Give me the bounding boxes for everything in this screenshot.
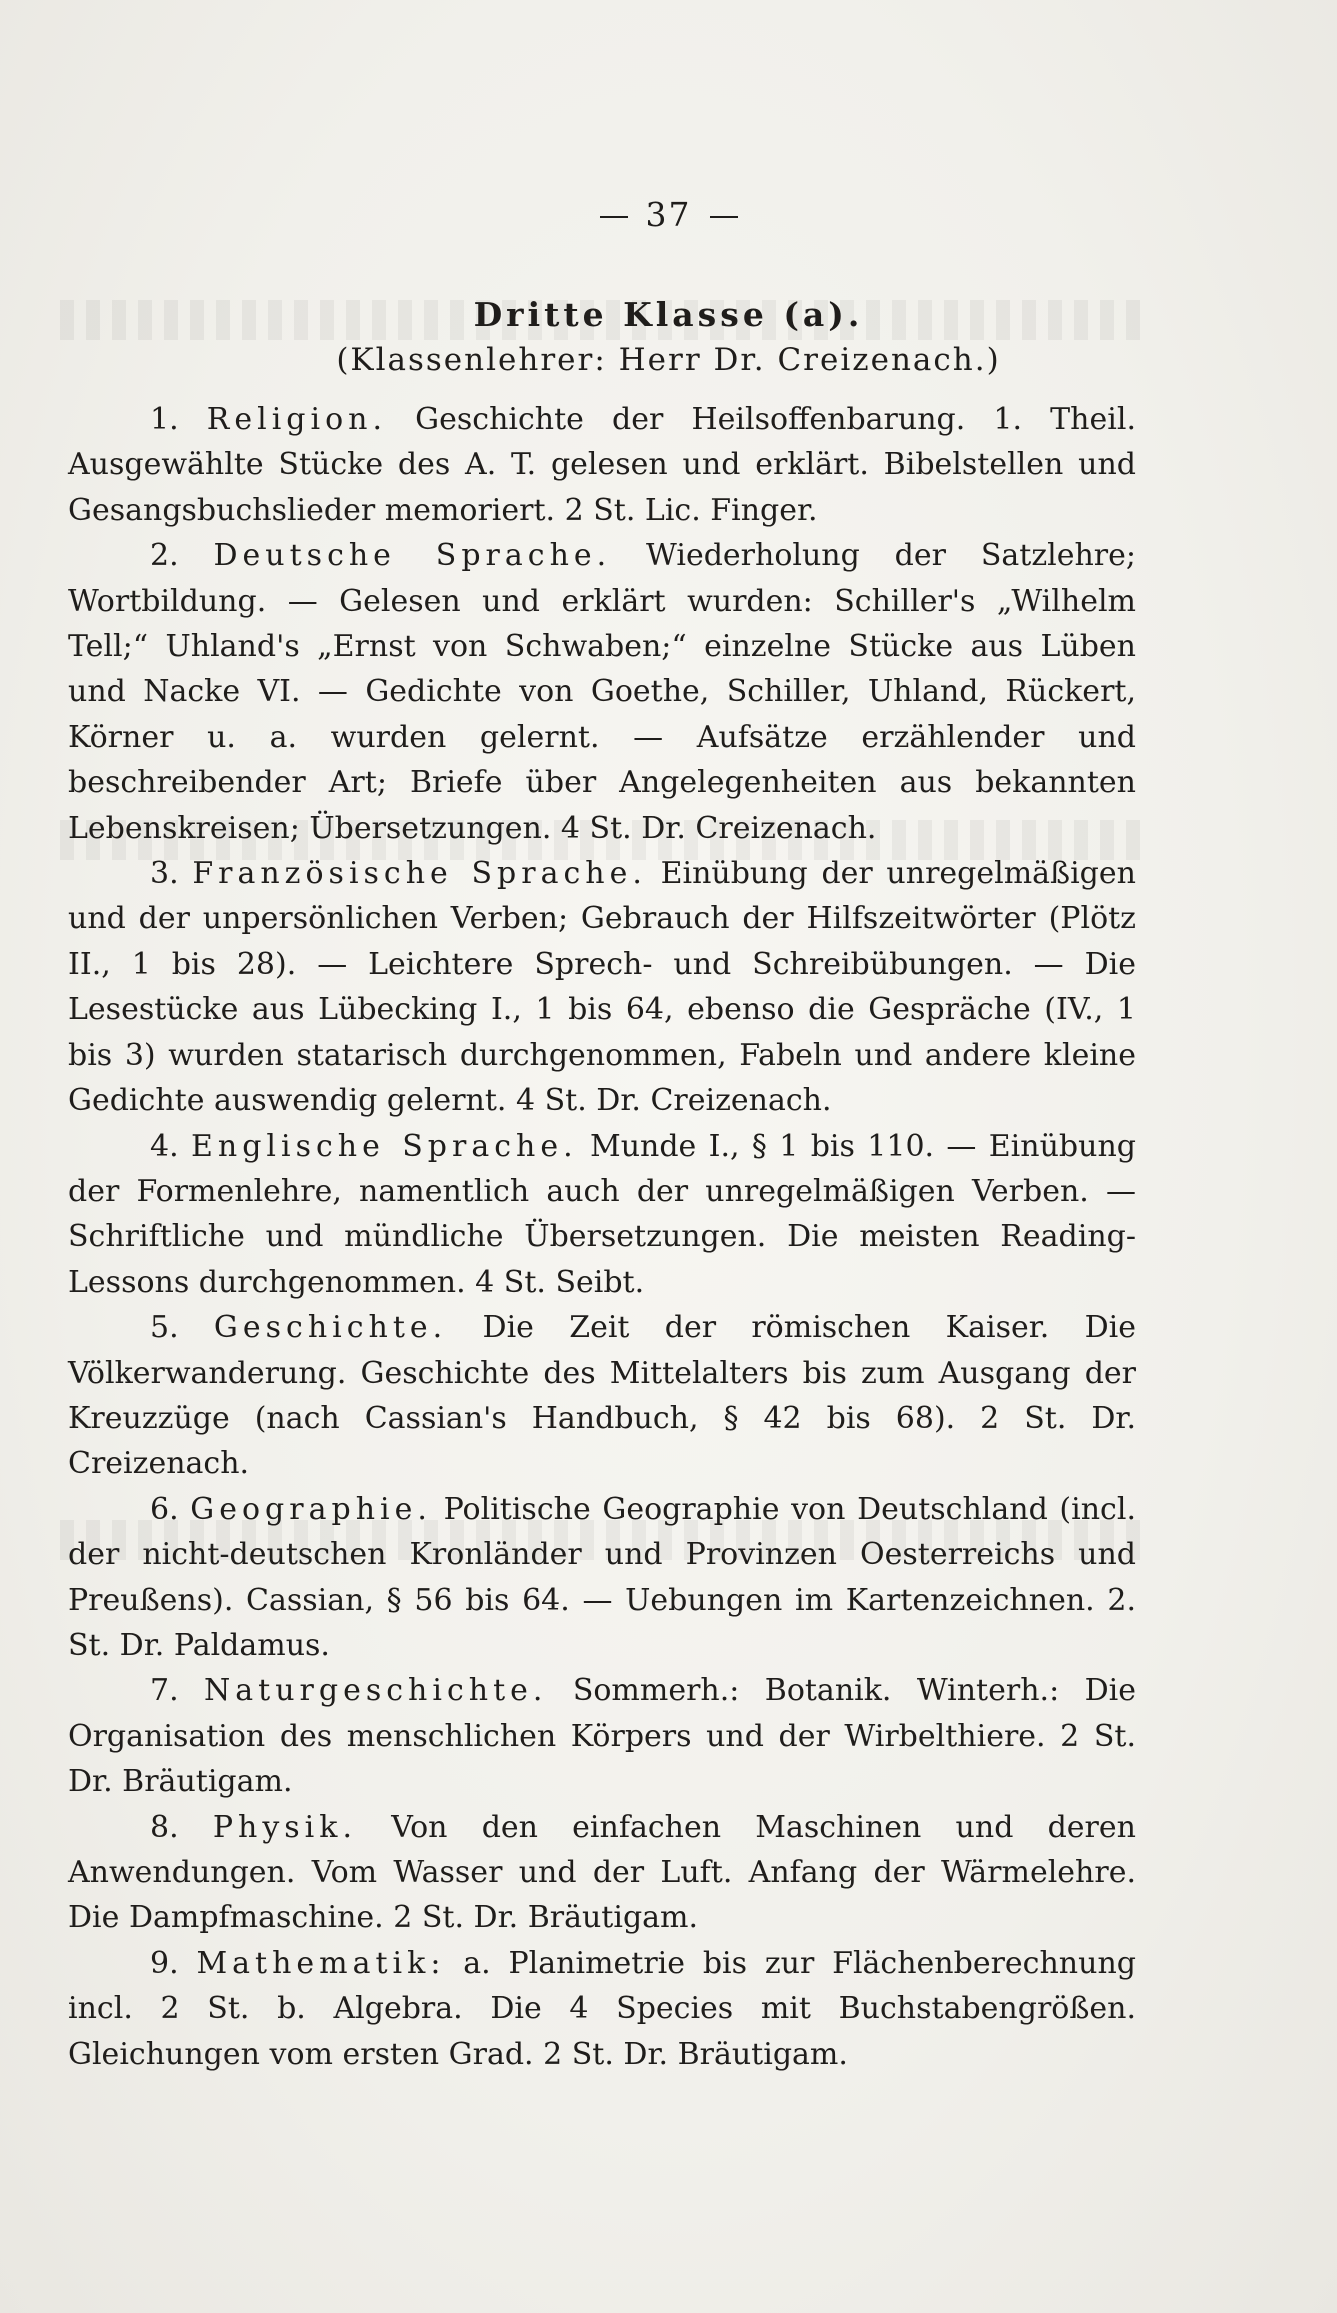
paragraph-subject: Mathematik:	[196, 1945, 446, 1981]
curriculum-body	[68, 397, 1136, 2077]
paragraph-subject: Geschichte.	[213, 1310, 448, 1346]
paragraph-text: Geschichte der Heilsoffenbarung. 1. Theil. Ausgewählte Stücke des A. T. gelesen und erklärt. Bibelstellen und Gesangsbuchslieder memoriert. 2 St. Lic. Finger.	[68, 402, 1136, 528]
paragraph-number: 4.	[150, 1128, 179, 1164]
paragraph-text: Munde I., § 1 bis 110. — Einübung der Formenlehre, namentlich auch der unregelmäßigen Verben. — Schriftliche und mündliche Übersetzungen. Die meisten Reading-Lessons durchgenommen. 4 St. Seibt.	[68, 1128, 1136, 1300]
paragraph-subject: Naturgeschichte.	[204, 1673, 548, 1709]
paragraph-physik	[68, 1805, 1136, 1941]
paragraph-subject: Geographie.	[190, 1491, 432, 1527]
paragraph-religion	[68, 397, 1136, 533]
paragraph-number: 6.	[150, 1491, 179, 1527]
paragraph-geographie	[68, 1487, 1136, 1669]
paragraph-text: Sommerh.: Botanik. Winterh.: Die Organisation des menschlichen Körpers und der Wirbelthiere. 2 St. Dr. Bräutigam.	[68, 1673, 1136, 1800]
paragraph-number: 2.	[150, 538, 179, 574]
paragraph-franzoesische-sprache	[68, 851, 1136, 1123]
paragraph-geschichte	[68, 1305, 1136, 1487]
paragraph-number: 7.	[150, 1673, 179, 1709]
paragraph-englische-sprache	[68, 1124, 1136, 1306]
paragraph-deutsche-sprache	[68, 533, 1136, 851]
dash-left	[600, 216, 628, 218]
paragraph-text: Wiederholung der Satzlehre; Wortbildung. — Gelesen und erklärt wurden: Schiller's „Wilhelm Tell;“ Uhland's „Ernst von Schwaben;“ einzelne Stücke aus Lüben und Nacke VI. — Gedichte von Goethe, Schiller, Uhland, Rückert, Körner u. a. wurden gelernt. — Aufsätze erzählender und beschreibender Art; Briefe über Angelegenheiten aus bekannten Lebenskreisen; Übersetzungen. 4 St. Dr. Creizenach.	[68, 538, 1136, 846]
paragraph-naturgeschichte	[68, 1668, 1136, 1804]
paragraph-subject: Englische Sprache.	[190, 1128, 578, 1164]
paragraph-text: Von den einfachen Maschinen und deren Anwendungen. Vom Wasser und der Luft. Anfang der Wärmelehre. Die Dampfmaschine. 2 St. Dr. Bräutigam.	[68, 1809, 1136, 1936]
paragraph-subject: Französische Sprache.	[192, 856, 647, 892]
dash-right	[710, 216, 738, 218]
paragraph-text: Politische Geographie von Deutschland (incl. der nicht-deutschen Kronländer und Provinzen Oesterreichs und Preußens). Cassian, § 56 bis 64. — Uebungen im Kartenzeichnen. 2. St. Dr. Paldamus.	[68, 1491, 1136, 1663]
page-number	[0, 195, 1337, 234]
paragraph-subject: Physik.	[212, 1809, 357, 1845]
paragraph-mathematik	[68, 1941, 1136, 2077]
paragraph-text: Einübung der unregelmäßigen und der unpersönlichen Verben; Gebrauch der Hilfszeitwörter (Plötz II., 1 bis 28). — Leichtere Sprech- und Schreibübungen. — Die Lesestücke aus Lübecking I., 1 bis 64, ebenso die Gespräche (IV., 1 bis 3) wurden statarisch durchgenommen, Fabeln und andere kleine Gedichte auswendig gelernt. 4 St. Dr. Creizenach.	[68, 856, 1136, 1119]
section-title: Dritte Klasse (a).	[473, 295, 864, 334]
paragraph-number: 1.	[150, 402, 179, 437]
paragraph-subject: Religion.	[206, 402, 388, 437]
paragraph-number: 5.	[150, 1310, 179, 1346]
paragraph-number: 3.	[150, 856, 179, 892]
section-subtitle: (Klassenlehrer: Herr Dr. Creizenach.)	[336, 342, 1001, 378]
paragraph-subject: Deutsche Sprache.	[213, 538, 612, 574]
paragraph-text: a. Planimetrie bis zur Flächenberechnung incl. 2 St. b. Algebra. Die 4 Species mit Buchstabengrößen. Gleichungen vom ersten Grad. 2 St. Dr. Bräutigam.	[68, 1945, 1136, 2072]
paragraph-number: 8.	[150, 1809, 179, 1845]
paragraph-number: 9.	[150, 1945, 179, 1981]
paragraph-text: Die Zeit der römischen Kaiser. Die Völkerwanderung. Geschichte des Mittelalters bis zum Ausgang der Kreuzzüge (nach Cassian's Handbuch, § 42 bis 68). 2 St. Dr. Creizenach.	[68, 1310, 1136, 1482]
page-number-value: 37	[645, 195, 692, 234]
